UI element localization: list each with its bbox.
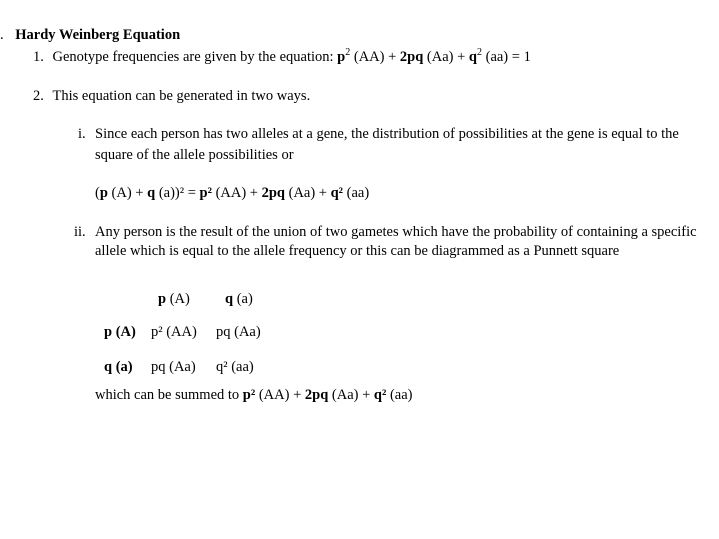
punnett-row-header-p (104, 323, 136, 341)
eq-q-squared: q² (330, 185, 344, 201)
punnett-col-q-label: (a) (233, 291, 253, 307)
eq-mid2: (a))² = (155, 185, 200, 201)
equation-aa-heterozygous: (Aa) + (423, 49, 469, 65)
eq-open: ( (95, 185, 100, 201)
punnett-row-q-label: (a) (112, 359, 133, 375)
eq-end: (aa) (343, 185, 370, 201)
sub-item-i-line2: square of the allele possibilities or (95, 147, 294, 163)
punnett-cell-pq-bottom: pq (Aa) (151, 359, 196, 375)
equation-aa-dominant: (AA) + (350, 49, 400, 65)
summary-2pq: 2pq (304, 387, 329, 403)
eq-p-squared: p² (199, 185, 212, 201)
punnett-col-header-q (225, 290, 253, 308)
allele-square-equation (95, 184, 369, 202)
eq-mid1: (A) + (107, 185, 148, 201)
equation-2pq: 2pq (399, 49, 424, 65)
summary-p-squared: p² (242, 387, 256, 403)
eq-q: q (147, 185, 156, 201)
sub-item-i-line1: Since each person has two alleles at a gene, the distribution of possibilities at the gene is equal to the (95, 126, 679, 142)
punnett-cell-pp: p² (AA) (151, 324, 197, 340)
eq-2pq: 2pq (261, 185, 285, 201)
summary-q-squared: q² (373, 387, 387, 403)
equation-p-exponent: 2 (345, 47, 351, 58)
sub-item-ii-line2: allele which is equal to the allele frequency or this can be diagrammed as a Punnett square (95, 243, 620, 259)
punnett-row-p-label: (A) (112, 324, 136, 340)
item-text: Genotype frequencies are given by the equation: (52, 49, 338, 65)
punnett-col-q-symbol: q (225, 291, 234, 307)
section-heading (0, 26, 180, 44)
section-title: Hardy Weinberg Equation (15, 27, 181, 43)
sub-item-ii-numeral: ii. (74, 224, 86, 240)
equation-q: q (468, 49, 477, 65)
punnett-row-q-symbol: q (104, 359, 113, 375)
section-marker: . (0, 27, 4, 43)
list-item-1 (33, 48, 531, 66)
item-text: This equation can be generated in two ways. (52, 88, 311, 104)
sub-item-ii-line1: Any person is the result of the union of two gametes which have the probability of containing a specific (95, 224, 697, 240)
punnett-col-p-symbol: p (158, 291, 167, 307)
summary-mid1: (AA) + (255, 387, 305, 403)
list-item-2 (33, 87, 310, 105)
eq-mid3: (AA) + (211, 185, 262, 201)
summary-text: which can be summed to (95, 387, 243, 403)
punnett-row-p-symbol: p (104, 324, 113, 340)
sub-item-i-numeral: i. (78, 126, 86, 142)
item-number: 1. (33, 49, 44, 65)
punnett-col-header-p (158, 290, 190, 308)
punnett-cell-qq: q² (aa) (216, 359, 254, 375)
punnett-col-p-label: (A) (166, 291, 190, 307)
summary-line (95, 386, 412, 404)
equation-q-exponent: 2 (476, 47, 482, 58)
item-number: 2. (33, 88, 44, 104)
punnett-row-header-q (104, 358, 133, 376)
punnett-cell-pq-top: pq (Aa) (216, 324, 261, 340)
equation-aa-recessive: (aa) = 1 (481, 49, 531, 65)
summary-end: (aa) (386, 387, 413, 403)
equation-p: p (337, 49, 346, 65)
summary-mid2: (Aa) + (328, 387, 374, 403)
eq-mid4: (Aa) + (284, 185, 331, 201)
eq-p: p (99, 185, 108, 201)
